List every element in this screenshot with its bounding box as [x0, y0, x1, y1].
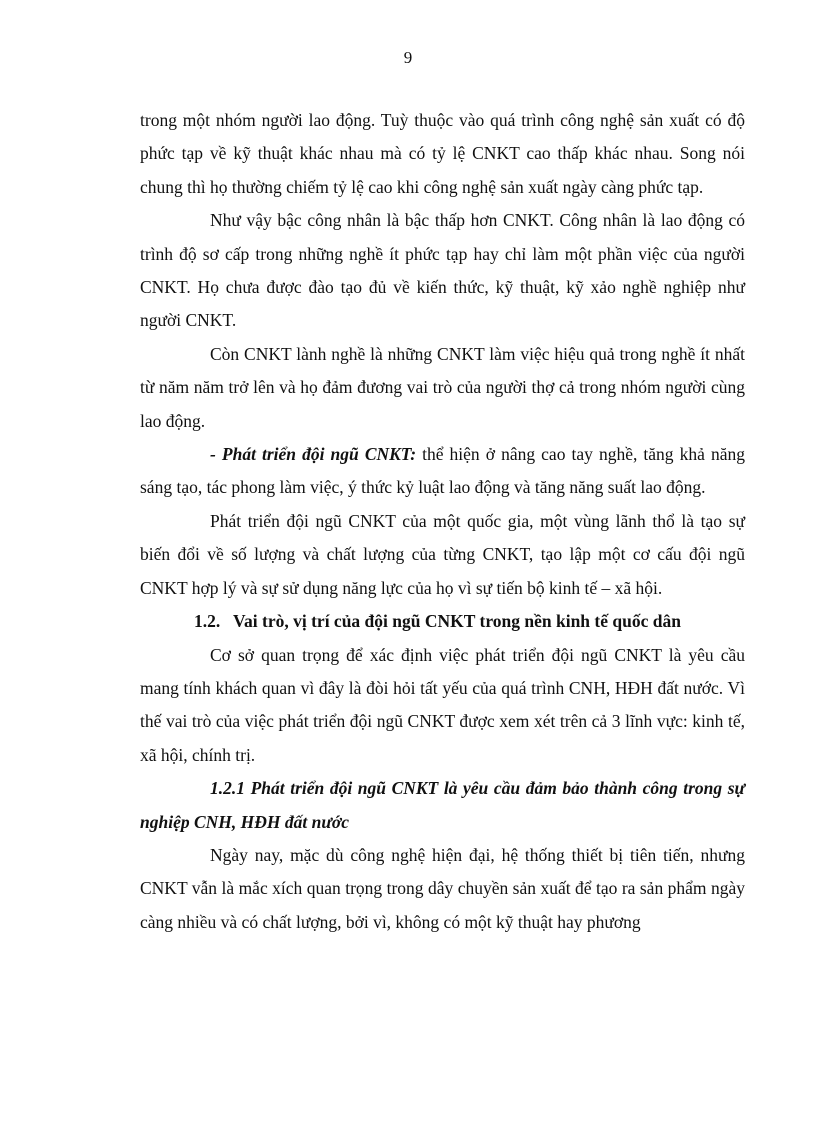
paragraph-worker-level: Như vậy bậc công nhân là bậc thấp hơn CNKT. Công nhân là lao động có trình độ sơ cấp trong những nghề ít phức tạp hay chỉ làm một phần việc của người CNKT. Họ chưa được đào tạo đủ về kiến thức, kỹ thuật, kỹ xảo nghề nghiệp như người CNKT.	[140, 210, 745, 331]
paragraph-continuation: trong một nhóm người lao động. Tuỳ thuộc vào quá trình công nghệ sản xuất có độ phức tạp về kỹ thuật khác nhau mà có tỷ lệ CNKT cao thấp khác nhau. Song nói chung thì họ thường chiếm tỷ lệ cao khi công nghệ sản xuất ngày càng phức tạp.	[140, 110, 745, 197]
paragraph-modern-tech: Ngày nay, mặc dù công nghệ hiện đại, hệ thống thiết bị tiên tiến, nhưng CNKT vẫn là mắc xích quan trọng trong dây chuyền sản xuất để tạo ra sản phẩm ngày càng nhiều và có chất lượng, bởi vì, không có một kỹ thuật hay phương	[140, 844, 745, 932]
paragraph-development-definition	[140, 438, 745, 505]
page-number: 9	[403, 48, 413, 67]
paragraph-skilled-worker: Còn CNKT lành nghề là những CNKT làm việc hiệu quả trong nghề ít nhất từ năm năm trở lên và họ đảm đương vai trò của người thợ cả trong nhóm người cùng lao động.	[140, 343, 745, 431]
paragraph-basis: Cơ sở quan trọng để xác định việc phát triển đội ngũ CNKT là yêu cầu mang tính khách quan vì đây là đòi hỏi tất yếu của quá trình CNH, HĐH đất nước. Vì thế vai trò của việc phát triển đội ngũ CNKT được xem xét trên cả 3 lĩnh vực: kinh tế, xã hội, chính trị.	[140, 644, 745, 765]
section-heading-1-2-1: 1.2.1 Phát triển đội ngũ CNKT là yêu cầu đảm bảo thành công trong sự nghiệp CNH, HĐH đất nước	[140, 778, 745, 832]
section-title: Vai trò, vị trí của đội ngũ CNKT trong nền kinh tế quốc dân	[233, 611, 681, 632]
section-heading-1-2	[140, 605, 745, 638]
paragraph-national-development: Phát triển đội ngũ CNKT của một quốc gia, một vùng lãnh thổ là tạo sự biến đổi về số lượng và chất lượng của từng CNKT, tạo lập một cơ cấu đội ngũ CNKT hợp lý và sự sử dụng năng lực của họ vì sự tiến bộ kinh tế – xã hội.	[140, 510, 745, 598]
document-body	[140, 104, 745, 939]
definition-text: thể hiện ở nâng cao tay nghề, tăng khả năng sáng tạo, tác phong làm việc, ý thức kỷ luật lao động và tăng năng suất lao động.	[140, 444, 745, 498]
section-number: 1.2.	[194, 611, 221, 632]
definition-term: - Phát triển đội ngũ CNKT:	[210, 444, 417, 465]
